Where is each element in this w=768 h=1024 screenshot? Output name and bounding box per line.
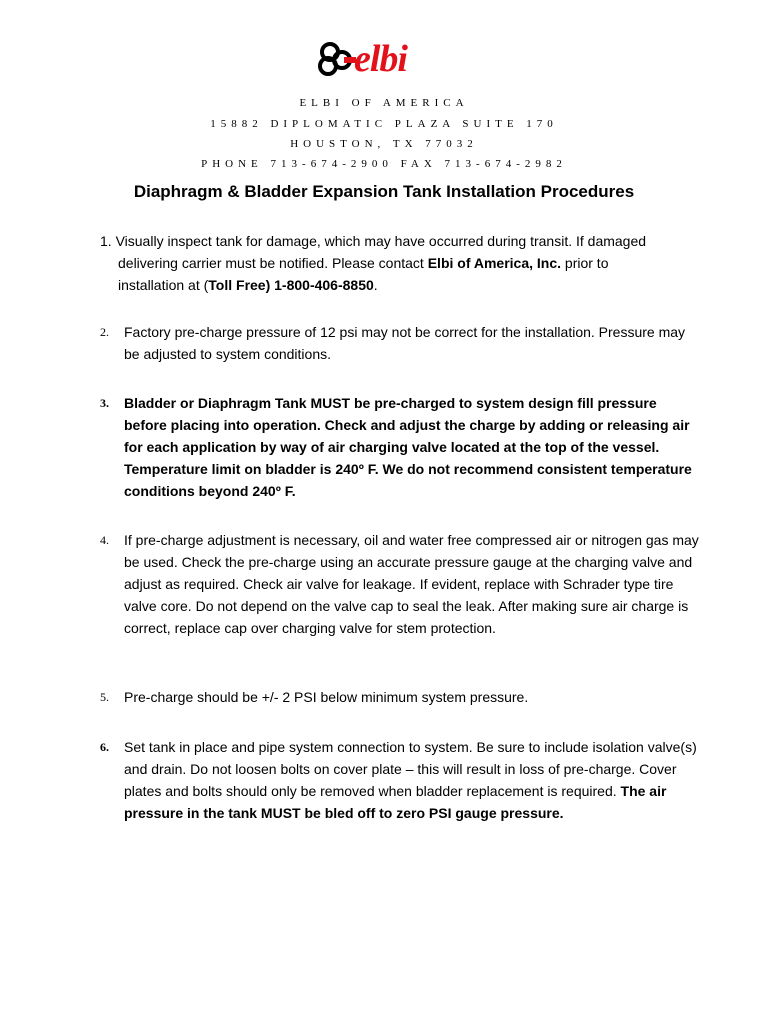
item-text: . (373, 277, 378, 293)
bleed-off-warning: The air pressure in the tank MUST be bled off to zero PSI gauge pressure. (124, 783, 667, 821)
item-text: installation at ( (118, 277, 209, 293)
item-text-line (100, 252, 720, 274)
company-name: ELBI OF AMERICA (299, 97, 469, 109)
procedure-item-1 (100, 230, 720, 296)
procedure-item-5 (100, 686, 700, 708)
item-text: Pre-charge should be +/- 2 PSI below minimum system pressure. (124, 689, 529, 705)
document-title: Diaphragm & Bladder Expansion Tank Installation Procedures (133, 182, 635, 201)
item-text: prior to (561, 255, 609, 271)
item-text-line (100, 274, 720, 296)
company-city: HOUSTON, TX 77032 (290, 138, 478, 150)
company-name-bold: Elbi of America, Inc. (427, 255, 562, 271)
item-number: 1. (100, 233, 112, 249)
elbi-logo (318, 40, 448, 82)
procedure-item-2 (100, 321, 700, 365)
item-text: Factory pre-charge pressure of 12 psi may not be correct for the installation. Pressure may be adjusted to system conditions. (124, 324, 686, 362)
item-text: delivering carrier must be notified. Please contact (118, 255, 428, 271)
company-street: 15882 DIPLOMATIC PLAZA SUITE 170 (210, 118, 558, 130)
item-text: Set tank in place and pipe system connection to system. Be sure to include isolation valve(s) and drain. Do not loosen bolts on cover plate – this will result in loss of pre-charge. Cover plates and bolts should only be removed when bladder replacement is required. (124, 739, 697, 799)
item-number: 2. (100, 325, 109, 339)
item-number: 6. (100, 740, 109, 754)
item-text: Visually inspect tank for damage, which may have occurred during transit. If damaged (115, 233, 647, 249)
elbi-logo-mark-icon (318, 40, 358, 80)
item-number: 3. (100, 396, 109, 410)
procedure-item-3 (100, 392, 700, 502)
procedure-item-6 (100, 736, 700, 824)
item-text: Bladder or Diaphragm Tank MUST be pre-charged to system design fill pressure before placing into operation. Check and adjust the charge by adding or releasing air for each application by way of air charging valve located at the top of the vessel. Temperature limit on bladder is 240º F. We do not recommend consistent temperature conditions beyond 240º F. (124, 395, 692, 499)
item-text: If pre-charge adjustment is necessary, oil and water free compressed air or nitrogen gas may be used. Check the pre-charge using an accurate pressure gauge at the charging valve and adjust as required. Check air valve for leakage. If evident, replace with Schrader type tire valve core. Do not depend on the valve cap to seal the leak. After making sure air charge is correct, replace cap over charging valve for stem protection. (124, 532, 699, 636)
procedure-item-4 (100, 529, 700, 639)
elbi-logo-wordmark: elbi (354, 38, 407, 80)
item-number: 5. (100, 690, 109, 704)
toll-free-number: Toll Free) 1-800-406-8850 (208, 277, 374, 293)
item-number: 4. (100, 533, 109, 547)
company-phone-fax: PHONE 713-674-2900 FAX 713-674-2982 (201, 158, 567, 170)
item-text-block (124, 736, 700, 824)
